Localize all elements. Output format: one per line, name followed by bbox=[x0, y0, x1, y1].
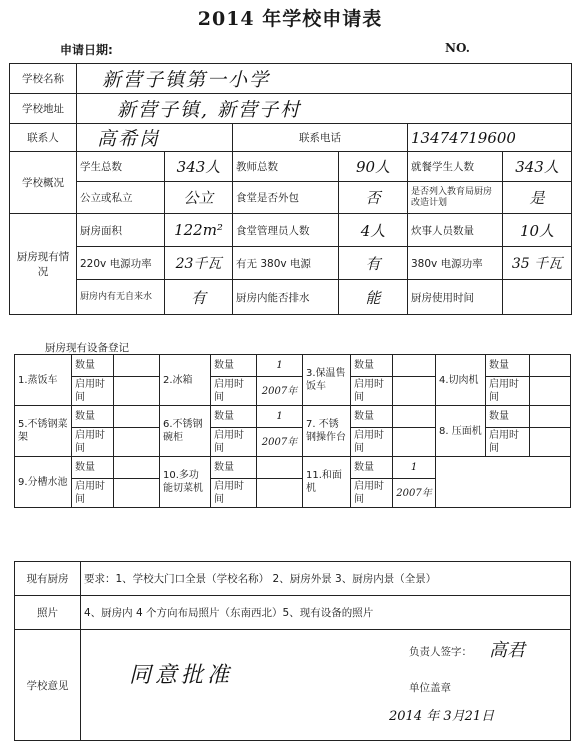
photos-and-opinion-table bbox=[14, 561, 571, 741]
photos-label-line1: 现有厨房 bbox=[15, 562, 81, 596]
has-380v-value[interactable]: 有 bbox=[339, 247, 408, 280]
equipment-name: 7. 不锈钢操作台 bbox=[303, 406, 351, 457]
drainage-value[interactable]: 能 bbox=[339, 280, 408, 315]
start-time-label: 启用时间 bbox=[351, 428, 393, 457]
kitchen-status-label: 厨房现有情况 bbox=[10, 214, 77, 315]
equipment-start-date[interactable]: 2007年 bbox=[257, 377, 303, 406]
phone-label: 联系电话 bbox=[233, 124, 408, 152]
equipment-name: 4.切肉机 bbox=[436, 355, 486, 406]
equipment-qty[interactable]: 1 bbox=[393, 457, 436, 479]
contact-value[interactable]: 高希岗 bbox=[77, 124, 233, 152]
school-opinion-label: 学校意见 bbox=[15, 630, 81, 741]
kitchen-usage-time-value[interactable] bbox=[503, 280, 572, 315]
diners-value[interactable]: 343人 bbox=[503, 152, 572, 182]
qty-label: 数量 bbox=[72, 406, 114, 428]
power-220v-value[interactable]: 23千瓦 bbox=[165, 247, 233, 280]
start-time-label: 启用时间 bbox=[351, 377, 393, 406]
power-380v-label: 380v 电源功率 bbox=[408, 247, 503, 280]
canteen-managers-label: 食堂管理员人数 bbox=[233, 214, 339, 247]
school-type-label: 公立或私立 bbox=[77, 182, 165, 214]
qty-label: 数量 bbox=[72, 355, 114, 377]
kitchen-area-value[interactable]: 122m² bbox=[165, 214, 233, 247]
qty-label: 数量 bbox=[351, 355, 393, 377]
equipment-name: 1.蒸饭车 bbox=[15, 355, 72, 406]
equipment-name: 9.分槽水池 bbox=[15, 457, 72, 508]
equipment-qty[interactable] bbox=[257, 457, 303, 479]
photo-requirements-line2: 4、厨房内 4 个方向布局照片（东南西北）5、现有设备的照片 bbox=[81, 596, 571, 630]
power-380v-value[interactable]: 35 千瓦 bbox=[503, 247, 572, 280]
kitchen-usage-time-label: 厨房使用时间 bbox=[408, 280, 503, 315]
qty-label: 数量 bbox=[211, 406, 257, 428]
students-label: 学生总数 bbox=[77, 152, 165, 182]
form-number-label: NO. bbox=[445, 41, 470, 55]
opinion-text[interactable]: 同意批准 bbox=[129, 663, 234, 688]
equipment-start-date[interactable]: 2007年 bbox=[257, 428, 303, 457]
equipment-start-date[interactable] bbox=[393, 428, 436, 457]
equipment-qty[interactable] bbox=[393, 355, 436, 377]
equipment-table bbox=[14, 354, 571, 508]
equipment-start-date[interactable] bbox=[530, 377, 571, 406]
equipment-start-date[interactable]: 2007年 bbox=[393, 479, 436, 508]
cooks-label: 炊事人员数量 bbox=[408, 214, 503, 247]
equipment-name: 3.保温售饭车 bbox=[303, 355, 351, 406]
opinion-area bbox=[81, 630, 571, 741]
canteen-outsourced-label: 食堂是否外包 bbox=[233, 182, 339, 214]
qty-label: 数量 bbox=[486, 406, 530, 428]
start-time-label: 启用时间 bbox=[486, 377, 530, 406]
qty-label: 数量 bbox=[486, 355, 530, 377]
equipment-qty[interactable]: 1 bbox=[257, 355, 303, 377]
teachers-value[interactable]: 90人 bbox=[339, 152, 408, 182]
signature-value[interactable]: 高君 bbox=[489, 640, 525, 661]
empty-cell bbox=[436, 457, 571, 508]
form-title: 2014 年学校申请表 bbox=[197, 8, 383, 30]
opinion-date[interactable]: 2014 年 3月21日 bbox=[389, 709, 495, 724]
start-time-label: 启用时间 bbox=[72, 479, 114, 508]
qty-label: 数量 bbox=[72, 457, 114, 479]
signature-label: 负责人签字： bbox=[409, 646, 472, 658]
equipment-name: 6.不锈钢碗柜 bbox=[160, 406, 211, 457]
teachers-label: 教师总数 bbox=[233, 152, 339, 182]
equipment-qty[interactable] bbox=[114, 406, 160, 428]
school-address-label: 学校地址 bbox=[10, 94, 77, 124]
school-name-label: 学校名称 bbox=[10, 64, 77, 94]
renovation-plan-value[interactable]: 是 bbox=[503, 182, 572, 214]
start-time-label: 启用时间 bbox=[211, 377, 257, 406]
equipment-start-date[interactable] bbox=[257, 479, 303, 508]
school-info-table bbox=[9, 63, 572, 315]
equipment-start-date[interactable] bbox=[393, 377, 436, 406]
has-380v-label: 有无 380v 电源 bbox=[233, 247, 339, 280]
start-time-label: 启用时间 bbox=[211, 479, 257, 508]
school-overview-label: 学校概况 bbox=[10, 152, 77, 214]
equipment-qty[interactable] bbox=[393, 406, 436, 428]
contact-label: 联系人 bbox=[10, 124, 77, 152]
school-name-value[interactable]: 新营子镇第一小学 bbox=[77, 64, 572, 94]
photos-label-line2: 照片 bbox=[15, 596, 81, 630]
kitchen-area-label: 厨房面积 bbox=[77, 214, 165, 247]
qty-label: 数量 bbox=[351, 406, 393, 428]
application-date-label: 申请日期: bbox=[60, 43, 113, 57]
equipment-qty[interactable] bbox=[530, 406, 571, 428]
cooks-value[interactable]: 10人 bbox=[503, 214, 572, 247]
photo-requirements-line1: 要求：1、学校大门口全景（学校名称） 2、厨房外景 3、厨房内景（全景） bbox=[81, 562, 571, 596]
equipment-name: 8. 压面机 bbox=[436, 406, 486, 457]
power-220v-label: 220v 电源功率 bbox=[77, 247, 165, 280]
start-time-label: 启用时间 bbox=[72, 428, 114, 457]
drainage-label: 厨房内能否排水 bbox=[233, 280, 339, 315]
phone-value[interactable]: 13474719600 bbox=[408, 124, 572, 152]
diners-label: 就餐学生人数 bbox=[408, 152, 503, 182]
equipment-name: 5.不锈钢菜架 bbox=[15, 406, 72, 457]
tap-water-label: 厨房内有无自来水 bbox=[77, 280, 165, 315]
tap-water-value[interactable]: 有 bbox=[165, 280, 233, 315]
equipment-name: 11.和面机 bbox=[303, 457, 351, 508]
qty-label: 数量 bbox=[351, 457, 393, 479]
start-time-label: 启用时间 bbox=[72, 377, 114, 406]
start-time-label: 启用时间 bbox=[486, 428, 530, 457]
school-address-value[interactable]: 新营子镇, 新营子村 bbox=[77, 94, 572, 124]
start-time-label: 启用时间 bbox=[211, 428, 257, 457]
equipment-start-date[interactable] bbox=[114, 428, 160, 457]
students-value[interactable]: 343人 bbox=[165, 152, 233, 182]
equipment-qty[interactable]: 1 bbox=[257, 406, 303, 428]
equipment-name: 10.多功能切菜机 bbox=[160, 457, 211, 508]
equipment-name: 2.冰箱 bbox=[160, 355, 211, 406]
equipment-start-date[interactable] bbox=[114, 479, 160, 508]
equipment-qty[interactable] bbox=[530, 355, 571, 377]
seal-label: 单位盖章 bbox=[409, 682, 451, 694]
school-type-value[interactable]: 公立 bbox=[165, 182, 233, 214]
canteen-outsourced-value[interactable]: 否 bbox=[339, 182, 408, 214]
equipment-qty[interactable] bbox=[114, 457, 160, 479]
equipment-section-title: 厨房现有设备登记 bbox=[45, 342, 129, 354]
equipment-start-date[interactable] bbox=[530, 428, 571, 457]
qty-label: 数量 bbox=[211, 457, 257, 479]
renovation-plan-label: 是否列入教育局厨房改造计划 bbox=[408, 182, 503, 214]
equipment-start-date[interactable] bbox=[114, 377, 160, 406]
canteen-managers-value[interactable]: 4人 bbox=[339, 214, 408, 247]
equipment-qty[interactable] bbox=[114, 355, 160, 377]
start-time-label: 启用时间 bbox=[351, 479, 393, 508]
qty-label: 数量 bbox=[211, 355, 257, 377]
